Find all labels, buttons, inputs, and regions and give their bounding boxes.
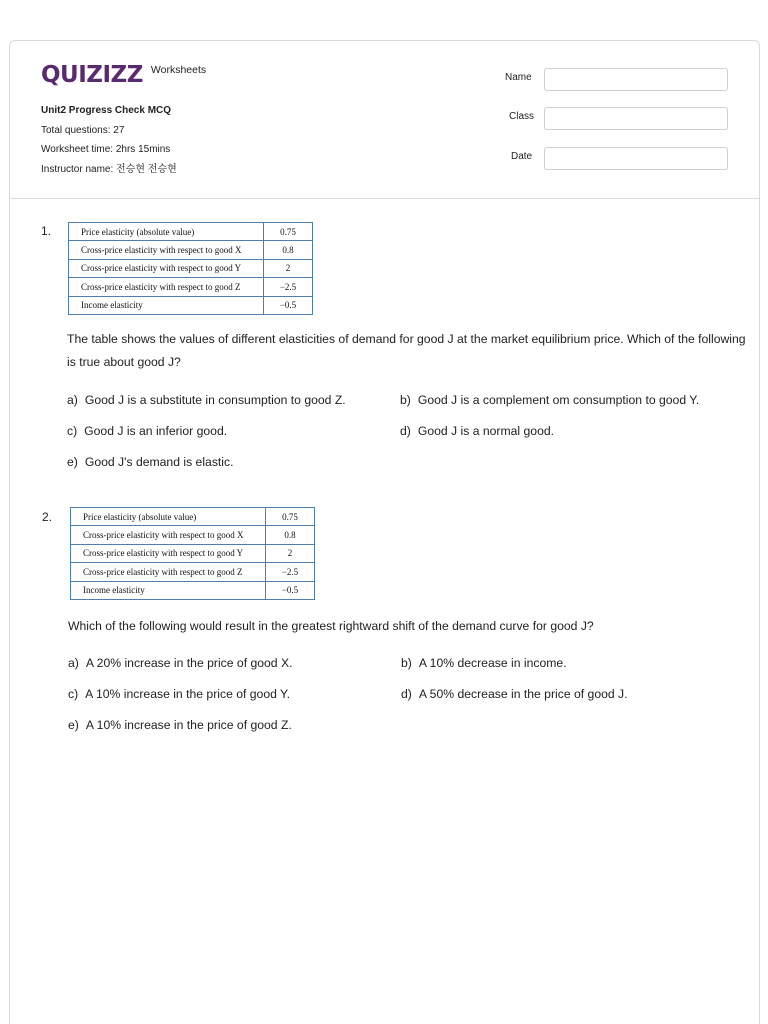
table-cell: 0.75 (266, 508, 315, 526)
answer-option (67, 393, 346, 407)
worksheet-title: Unit2 Progress Check MCQ (41, 105, 172, 116)
option-text: A 20% increase in the price of good X. (85, 656, 293, 670)
answer-option (67, 424, 227, 438)
option-letter: e) (67, 455, 78, 469)
total-questions: Total questions: 27 (41, 124, 125, 136)
answer-option (401, 656, 567, 670)
table-cell: 2 (264, 259, 313, 277)
table-cell: 2 (266, 544, 315, 562)
table-cell: Cross-price elasticity with respect to good Y (69, 259, 264, 277)
instructor-name: Instructor name: 전승현 전승현 (41, 163, 177, 175)
table-row (69, 259, 313, 277)
question-number: 1. (41, 224, 52, 238)
table-row (69, 241, 313, 259)
table-cell: Price elasticity (absolute value) (69, 223, 264, 241)
table-cell: Price elasticity (absolute value) (71, 508, 266, 526)
table-cell: 0.75 (264, 223, 313, 241)
option-text: Good J is a substitute in consumption to good Z. (84, 393, 346, 407)
option-text: Good J is an inferior good. (84, 424, 228, 438)
table-cell: Income elasticity (71, 581, 266, 599)
quizizz-logo: QUIZIZZ (41, 62, 143, 88)
table-row (71, 581, 315, 599)
table-cell: Cross-price elasticity with respect to good X (71, 526, 266, 544)
table-cell: −2.5 (264, 278, 313, 296)
worksheet-time: Worksheet time: 2hrs 15mins (41, 144, 171, 155)
class-field[interactable] (544, 107, 728, 130)
option-letter: d) (401, 687, 412, 701)
option-text: Good J is a complement om consumption to good Y. (417, 393, 700, 407)
name-field[interactable] (544, 68, 728, 91)
logo-row (41, 63, 206, 87)
table-row (71, 508, 315, 526)
option-text: A 10% increase in the price of good Z. (85, 718, 292, 732)
option-text: A 10% decrease in income. (418, 656, 567, 670)
table-cell: Cross-price elasticity with respect to good Y (71, 544, 266, 562)
table-cell: −0.5 (266, 581, 315, 599)
table-row (69, 223, 313, 241)
question-text: The table shows the values of different elasticities of demand for good J at the market equilibrium price. Which of the following is true about good J? (67, 332, 746, 369)
table-cell: 0.8 (266, 526, 315, 544)
option-text: Good J's demand is elastic. (84, 455, 234, 469)
option-letter: d) (400, 424, 411, 438)
question-text: Which of the following would result in the greatest rightward shift of the demand curve for good J? (68, 619, 594, 633)
table-cell: Cross-price elasticity with respect to good X (69, 241, 264, 259)
table-cell: Cross-price elasticity with respect to good Z (69, 278, 264, 296)
table-row (71, 544, 315, 562)
option-letter: e) (68, 718, 79, 732)
option-letter: a) (67, 393, 78, 407)
option-letter: a) (68, 656, 79, 670)
worksheet-page (9, 40, 760, 1024)
table-row (69, 296, 313, 314)
name-label: Name (505, 72, 532, 83)
answer-option (401, 687, 628, 701)
option-text: Good J is a normal good. (417, 424, 555, 438)
date-label: Date (511, 151, 533, 162)
answer-option (400, 424, 554, 438)
worksheet-header (10, 41, 759, 199)
elasticity-table (70, 507, 315, 600)
option-text: A 50% decrease in the price of good J. (418, 687, 628, 701)
answer-option (68, 656, 292, 670)
elasticity-table (68, 222, 313, 315)
table-row (71, 563, 315, 581)
table-cell: 0.8 (264, 241, 313, 259)
table-cell: −0.5 (264, 296, 313, 314)
table-cell: −2.5 (266, 563, 315, 581)
option-letter: b) (401, 656, 412, 670)
option-letter: b) (400, 393, 411, 407)
option-text: A 10% increase in the price of good Y. (85, 687, 291, 701)
table-row (71, 526, 315, 544)
table-row (69, 278, 313, 296)
table-cell: Cross-price elasticity with respect to good Z (71, 563, 266, 581)
table-cell: Income elasticity (69, 296, 264, 314)
question-number: 2. (42, 510, 53, 524)
answer-option (68, 718, 292, 732)
date-field[interactable] (544, 147, 728, 170)
option-letter: c) (68, 687, 79, 701)
worksheet-meta (41, 101, 177, 179)
answer-option (68, 687, 290, 701)
logo-subtitle: Worksheets (150, 64, 207, 76)
class-label: Class (509, 111, 535, 122)
answer-option (400, 393, 699, 407)
option-letter: c) (67, 424, 78, 438)
answer-option (67, 455, 234, 469)
